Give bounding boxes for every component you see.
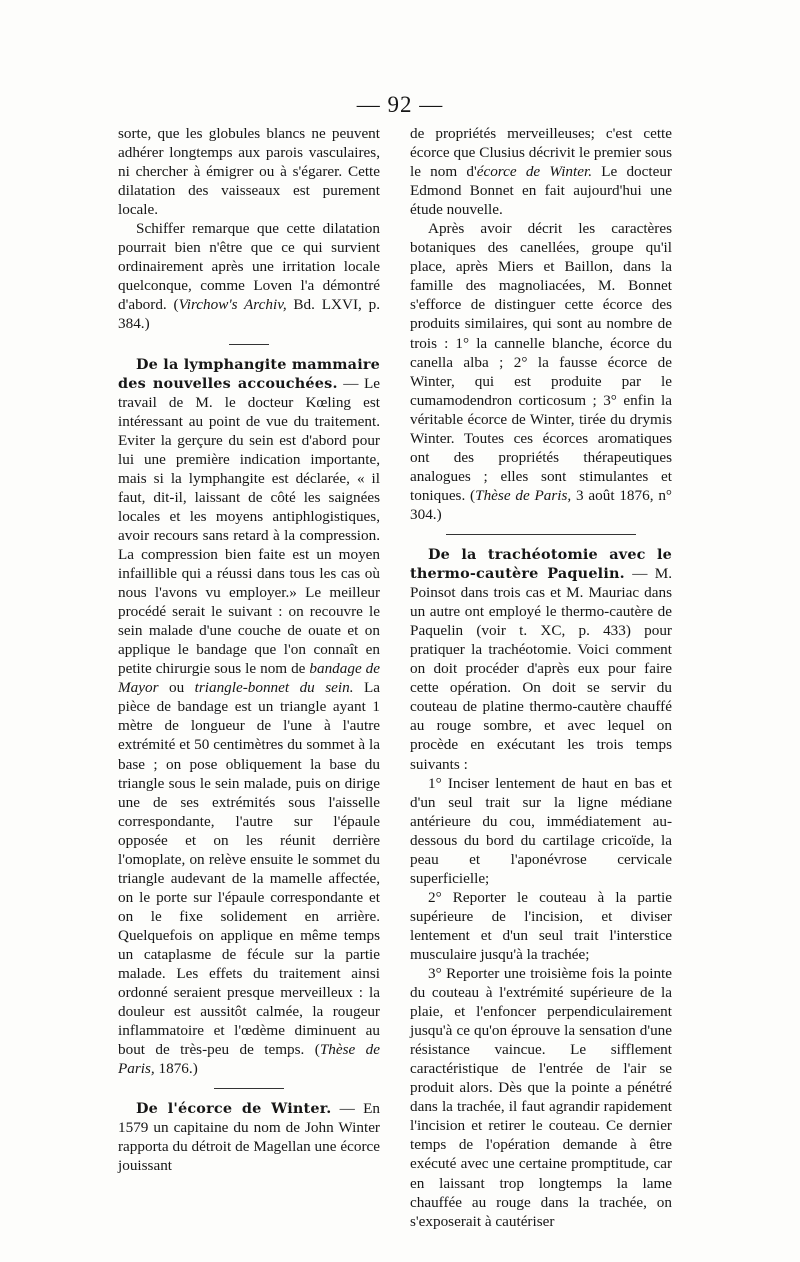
section-winter: De l'écorce de Winter. — En 1579 un capitaine du nom de John Winter rapporta du détroit de Magellan une écorce jouissant [118, 1100, 380, 1175]
page-number: — 92 — [356, 92, 444, 117]
section-divider [446, 534, 636, 535]
paragraph-schiffer: Schiffer remarque que cette dilatation pourrait bien n'être que ce qui survient ordinairement après une irritation locale quelconque, comme Loven l'a démontré d'abord. (Virchow's Archiv, Bd. LXVI, p. 384.) [118, 220, 381, 333]
heading-lymphangite: De la lymphangite mammaire des nouvelles accouchées. [118, 355, 380, 392]
right-column [410, 124, 672, 1231]
section-lymphangite: De la lymphangite mammaire des nouvelles accouchées. — Le travail de M. le docteur Kœling est intéressant au point de vue du traitement. Eviter la gerçure du sein est d'abord pour lui une première indication importante, mais si la lymphangite est déclarée, « il faut, dit-il, laissant de côté les saignées locales et les moyens antiphlogistiques, avoir recours sans retard à la compression. La compression bien faite est un moyen infaillible qui a réussi dans tous les cas où nous l'avons vu employer.» Le meilleur procédé serait le suivant : on recouvre le sein malade d'une couche de ouate et on applique le bandage que l'on connaît en petite chirurgie sous le nom de bandage de Mayor ou triangle-bonnet du sein. La pièce de bandage est un triangle ayant 1 mètre de longueur de l'une à l'autre extrémité et 50 centimètres du sommet à la base ; on pose obliquement la base du triangle sous le sein malade, puis on dirige une de ses extrémités sous l'aisselle correspondante, l'autre sur l'épaule opposée et on les réunit derrière l'omoplate, on relève ensuite le sommet du triangle audevant de la mamelle affectée, on le porte sur l'épaule correspondante et on le fixe solidement en arrière. Quelquefois on applique en même temps un cataplasme de fécule sur la partie malade. Les effets du traitement ainsi ordonné seraient presque merveilleux : la douleur est aussitôt calmée, la rougeur inflammatoire et l'œdème diminuent au bout de très-peu de temps. (Thèse de Paris, 1876.) [118, 355, 380, 1078]
left-column [118, 124, 380, 1175]
reference-these: Thèse de Paris, [118, 1041, 380, 1078]
step-1: 1° Inciser lentement de haut en bas et d'un seul trait sur la ligne médiane antérieure du cou, immédiatement au-dessous du bord du cartilage cricoïde, la peau et l'aponévrose cervicale superficielle; [410, 774, 672, 887]
paragraph-globules: sorte, que les globules blancs ne peuvent adhérer longtemps aux parois vasculaires, ni chercher à émigrer ou à s'égarer. Cette dilatation des vaisseaux est purement locale. [118, 125, 380, 219]
paragraph-winter-continued: de propriétés merveilleuses; c'est cette écorce que Clusius décrivit le premier sous le nom d'écorce de Winter. Le docteur Edmond Bonnet en fait aujourd'hui une étude nouvelle. [410, 125, 672, 219]
paragraph-bonnet: Après avoir décrit les caractères botaniques des canellées, groupe qu'il place, après Miers et Baillon, dans la famille des magnoliacées, M. Bonnet s'efforce de distinguer cette écorce des produits similaires, qui sont au nombre de trois : 1° la cannelle blanche, écorce du canella alba ; 2° la fausse écorce de Winter, qui est produite par le cumamodendron corticosum ; 3° enfin la véritable écorce de Winter, tirée du drymis Winter. Toutes ces écorces aromatiques ont des propriétés thérapeutiques analogues ; elles sont stimulantes et toniques. (Thèse de Paris, 3 août 1876, n° 304.) [410, 220, 672, 523]
step-3: 3° Reporter une troisième fois la pointe du couteau à l'extrémité supérieure de la plaie, et l'enfoncer perpendiculairement jusqu'à ce qu'on éprouve la sensation d'une résistance vaincue. Le sifflement caractéristique de l'entrée de l'air se produit alors. Dès que la pointe a pénétré dans la trachée, il faut agrandir rapidement l'incision et retirer le couteau. Ce dernier temps de l'opération demande à être exécuté avec une certaine promptitude, car en laissant trop longtemps la lame chauffée au rouge dans la trachée, on s'exposerait à cautériser [410, 965, 672, 1230]
reference-these: Thèse de Paris, [475, 486, 572, 504]
heading-tracheotomie: De la trachéotomie avec le thermo-cautère Paquelin. [410, 545, 672, 583]
heading-winter: De l'écorce de Winter. [136, 1100, 332, 1118]
section-tracheotomie: De la trachéotomie avec le thermo-cautère Paquelin. — M. Poinsot dans trois cas et M. Mauriac dans un autre ont employé le thermo-cautère de Paquelin (voir t. XC, p. 433) pour pratiquer la trachéotomie. Voici comment on doit procéder d'après eux pour faire cette opération. On doit se servir du couteau de platine thermo-cautère chauffé au rouge sombre, et avec lequel on procède en exécutant les trois temps suivants : [410, 545, 672, 773]
step-2: 2° Reporter le couteau à la partie supérieure de l'incision, et diviser lentement et d'un seul trait l'interstice musculaire jusqu'à la trachée; [410, 888, 672, 963]
reference-virchow: Virchow's Archiv, [178, 296, 287, 314]
section-divider [229, 344, 269, 345]
section-divider [214, 1088, 284, 1089]
